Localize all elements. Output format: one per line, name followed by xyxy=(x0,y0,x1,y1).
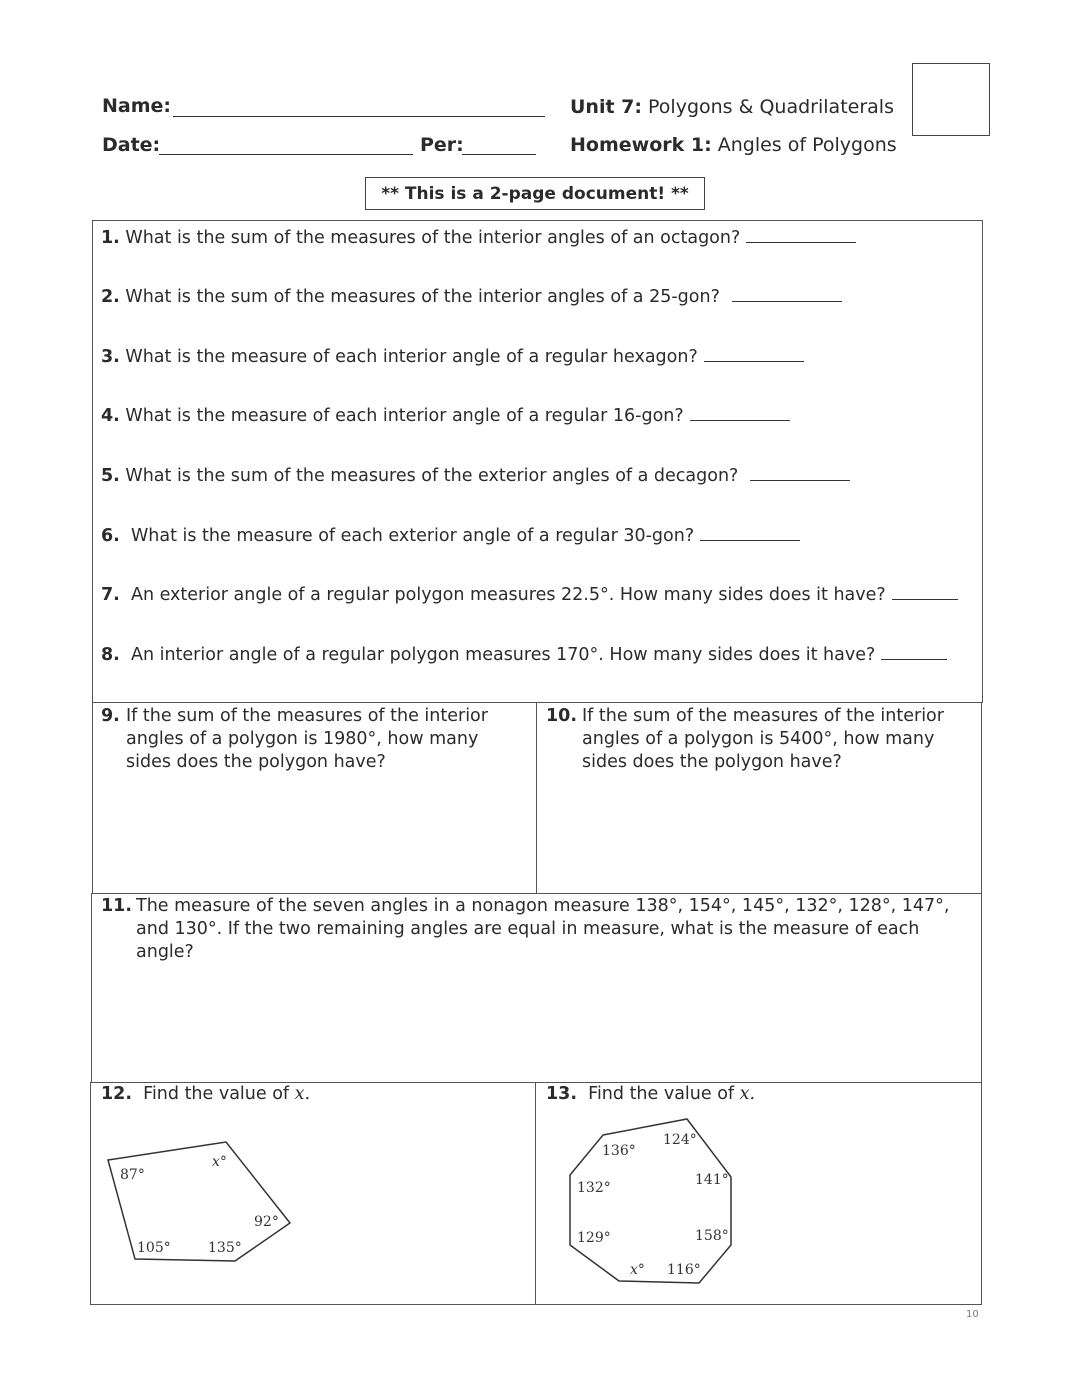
homework-title: Angles of Polygons xyxy=(717,134,897,156)
date-label: Date: xyxy=(102,134,161,156)
angle-label-x: x° xyxy=(212,1154,227,1170)
answer-blank-2[interactable] xyxy=(732,300,842,302)
divider-12-13 xyxy=(535,1082,536,1305)
angle-label-105: 105° xyxy=(137,1240,171,1256)
question-6: 6. What is the measure of each exterior angle of a regular 30-gon? xyxy=(101,526,800,546)
angle-label-136: 136° xyxy=(602,1143,636,1159)
homework-label: Homework 1: xyxy=(570,134,712,156)
angle-label-141: 141° xyxy=(695,1172,729,1188)
answer-blank-7[interactable] xyxy=(892,598,958,600)
angle-label-92: 92° xyxy=(254,1214,279,1230)
divider-9-10 xyxy=(536,702,537,894)
angle-label-135: 135° xyxy=(208,1240,242,1256)
answer-blank-8[interactable] xyxy=(881,658,947,660)
angle-label-124: 124° xyxy=(663,1132,697,1148)
date-field-line[interactable] xyxy=(159,154,413,155)
answer-blank-5[interactable] xyxy=(750,479,850,481)
question-10: 10. If the sum of the measures of the interior angles of a polygon is 5400°, how many sides does the polygon have? xyxy=(546,706,944,772)
angle-label-129: 129° xyxy=(577,1230,611,1246)
pentagon-shape xyxy=(108,1142,290,1261)
angle-label-158: 158° xyxy=(695,1228,729,1244)
unit-title: Polygons & Quadrilaterals xyxy=(648,96,894,118)
octagon-shape xyxy=(570,1119,731,1283)
period-field-line[interactable] xyxy=(462,154,536,155)
page-number: 10 xyxy=(966,1309,979,1320)
question-3: 3. What is the measure of each interior angle of a regular hexagon? xyxy=(101,347,804,367)
question-1: 1. What is the sum of the measures of the interior angles of an octagon? xyxy=(101,228,856,248)
question-4: 4. What is the measure of each interior angle of a regular 16-gon? xyxy=(101,406,790,426)
score-box[interactable] xyxy=(912,63,990,136)
answer-blank-6[interactable] xyxy=(700,539,800,541)
homework-heading xyxy=(570,134,897,156)
unit-heading xyxy=(570,96,894,118)
question-11: 11. The measure of the seven angles in a nonagon measure 138°, 154°, 145°, 132°, 128°, 147°, and 130°. If the two remaining angles are equal in measure, what is the measure of each angle? xyxy=(101,896,950,962)
angle-label-132: 132° xyxy=(577,1180,611,1196)
angle-label-116: 116° xyxy=(667,1262,701,1278)
question-5: 5. What is the sum of the measures of the exterior angles of a decagon? xyxy=(101,466,850,486)
question-2: 2. What is the sum of the measures of the interior angles of a 25-gon? xyxy=(101,287,842,307)
octagon-figure xyxy=(565,1115,735,1287)
answer-blank-4[interactable] xyxy=(690,419,790,421)
angle-label-87: 87° xyxy=(120,1167,145,1183)
two-page-notice: ** This is a 2-page document! ** xyxy=(365,177,705,210)
period-label: Per: xyxy=(420,134,464,156)
unit-label: Unit 7: xyxy=(570,96,642,118)
angle-label-x: x° xyxy=(630,1262,645,1278)
answer-blank-3[interactable] xyxy=(704,360,804,362)
question-13: 13. Find the value of x. xyxy=(546,1084,756,1104)
question-7: 7. An exterior angle of a regular polygon measures 22.5°. How many sides does it have? xyxy=(101,585,958,605)
question-12: 12. Find the value of x. xyxy=(101,1084,311,1104)
question-8: 8. An interior angle of a regular polygon measures 170°. How many sides does it have? xyxy=(101,645,947,665)
name-label: Name: xyxy=(102,95,172,117)
pentagon-figure xyxy=(100,1135,300,1270)
question-9: 9. If the sum of the measures of the interior angles of a polygon is 1980°, how many sides does the polygon have? xyxy=(101,706,488,772)
answer-blank-1[interactable] xyxy=(746,241,856,243)
name-field-line[interactable] xyxy=(173,116,545,117)
